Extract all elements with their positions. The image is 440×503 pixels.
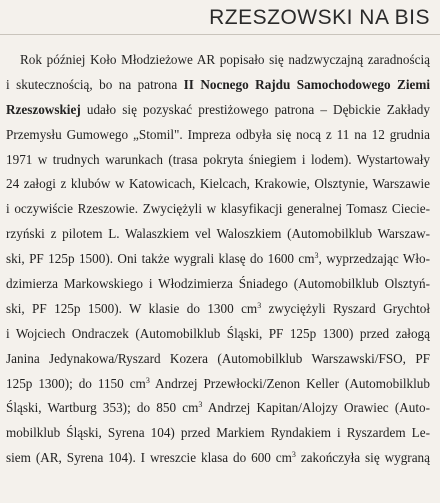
unit-superscript: 3 xyxy=(257,300,262,310)
text-line: siem (AR, Syrena 104). I wreszcie klasa do 600 $cm^3$ zakończyła się wygraną xyxy=(6,450,430,466)
text-line: Śląski, Wartburg 353); do 850 $cm^3$ Andrzej Kapitan/Alojzy Orawiec (Auto- xyxy=(6,400,430,416)
rally-name-bold-cont: Rzeszowskiej xyxy=(6,101,81,117)
article-body xyxy=(6,48,430,471)
text-line: 24 załogi z klubów w Katowicach, Kielcach, Krakowie, Olsztynie, Warszawie xyxy=(6,176,430,192)
text-line: 1971 w trudnych warunkach (trasa pokryta śniegiem i lodem). Wystartowały xyxy=(6,151,430,167)
text-line: dzimierza Markowskiego i Włodzimierza Śniadego (Automobilklub Olsztyń- xyxy=(6,276,430,292)
text-line: ski, PF 125p 1500). W klasie do 1300 $cm^3$ zwyciężyli Ryszard Grychtoł xyxy=(6,300,430,316)
text-line: rzyński z pilotem L. Walaszkiem vel Waloszkiem (Automobilklub Warszaw- xyxy=(6,226,430,242)
text-line: Przemysłu Gumowego „Stomil". Impreza odbyła się nocą z 11 na 12 grudnia xyxy=(6,126,430,142)
text-line: i Wojciech Ondraczek (Automobilklub Śląski, PF 125p 1300) przed załogą xyxy=(6,325,430,341)
text-line: Janina Jedynakowa/Ryszard Kozera (Automobilklub Warszawski/FSO, PF xyxy=(6,350,430,366)
unit-superscript: 3 xyxy=(198,400,203,410)
rally-name-bold: II Nocnego Rajdu Samochodowego Ziemi xyxy=(183,76,430,92)
running-header-title: RZESZOWSKI NA BIS xyxy=(209,6,430,29)
text-line: ski, PF 125p 1500). Oni także wygrali klasę do 1600 $cm^3$, wyprzedzając Wło- xyxy=(6,251,430,267)
header-rule xyxy=(0,34,440,35)
text-line: Rok później Koło Młodzieżowe AR popisało się nadzwyczajną zaradnością xyxy=(20,52,430,67)
text-line: i skutecznością, bo na patrona II Nocnego Rajdu Samochodowego Ziemi xyxy=(6,76,430,92)
unit-superscript: 3 xyxy=(291,450,296,460)
text-line: i oczywiście Rzeszowie. Zwyciężyli w klasyfikacji generalnej Tomasz Ciecie- xyxy=(6,201,430,217)
unit-superscript: 3 xyxy=(314,251,319,261)
text-line: Rzeszowskiej udało się pozyskać prestiżowego patrona – Dębickie Zakłady xyxy=(6,101,430,117)
text-line: mobilklub Śląski, Syrena 104) przed Markiem Ryndakiem i Ryszardem Le- xyxy=(6,425,430,441)
text-line: 125p 1300); do 1150 $cm^3$ Andrzej Przewłocki/Zenon Keller (Automobilklub xyxy=(6,375,430,391)
unit-superscript: 3 xyxy=(145,375,150,385)
